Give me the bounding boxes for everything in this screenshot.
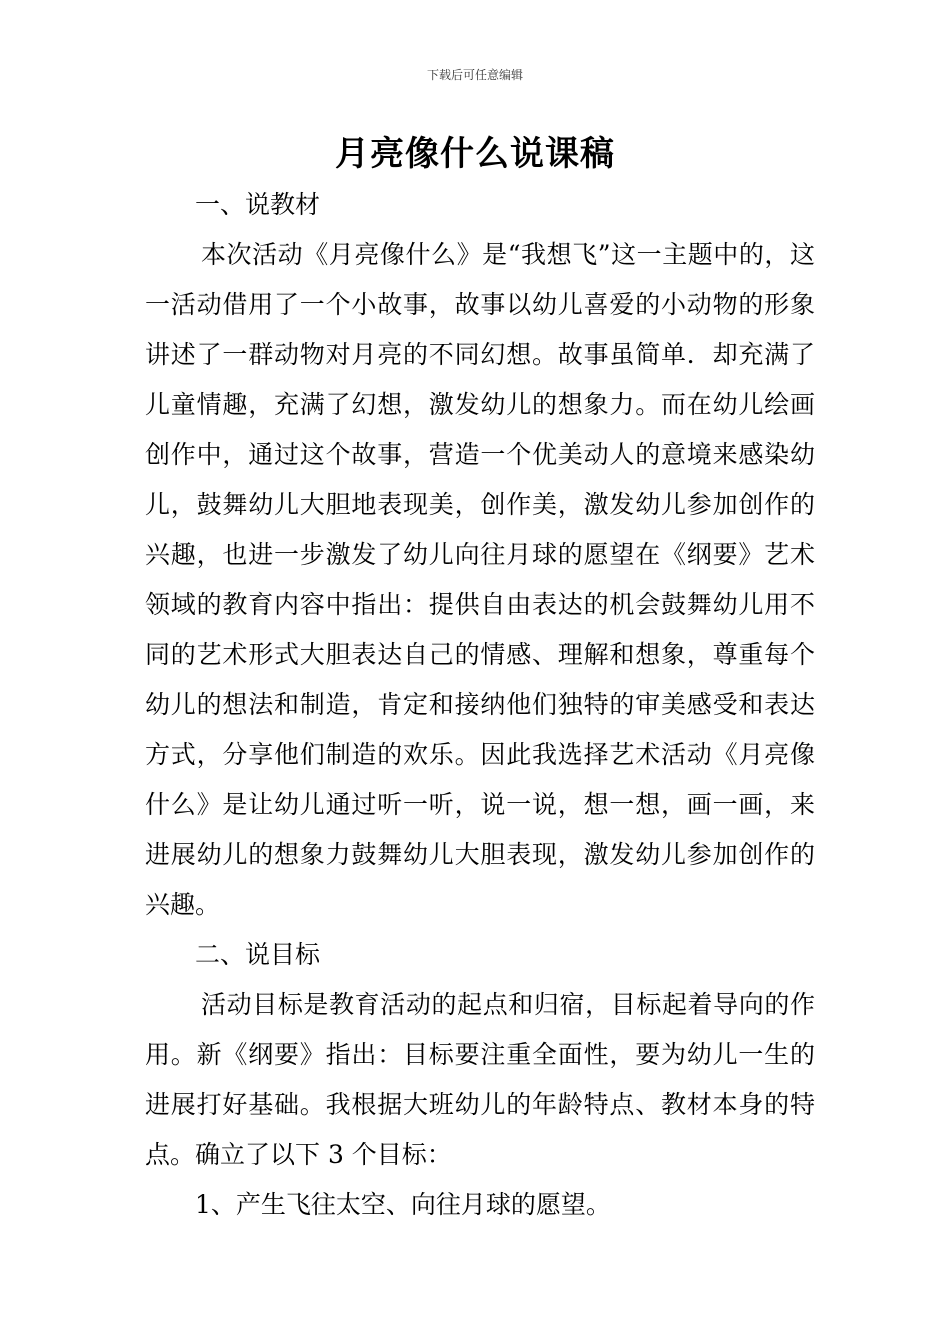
document-title: 月亮像什么说课稿 [335,134,615,174]
section-heading-goals: 二、说目标 [195,940,321,969]
goal-list-item: 1、产生飞往太空、向往月球的愿望。 [195,1190,611,1219]
section-paragraph-textbook: 本次活动《月亮像什么》是“我想飞”这一主题中的，这一活动借用了一个小故事，故事以幼儿喜爱的小动物的形象讲述了一群动物对月亮的不同幻想。故事虽简单．却充满了儿童情趣，充满了幻想，激发幼儿的想象力。而在幼儿绘画创作中，通过这个故事，营造一个优美动人的意境来感染幼儿，鼓舞幼儿大胆地表现美，创作美，激发幼儿参加创作的兴趣，也进一步激发了幼儿向往月球的愿望在《纲要》艺术领域的教育内容中指出：提供自由表达的机会鼓舞幼儿用不同的艺术形式大胆表达自己的情感、理解和想象，尊重每个幼儿的想法和制造，肯定和接纳他们独特的审美感受和表达方式，分享他们制造的欢乐。因此我选择艺术活动《月亮像什么》是让幼儿通过听一听，说一说，想一想，画一画，来进展幼儿的想象力鼓舞幼儿大胆表现，激发幼儿参加创作的兴趣。 [145,240,815,919]
section-paragraph-goals: 活动目标是教育活动的起点和归宿，目标起着导向的作用。新《纲要》指出：目标要注重全面性，要为幼儿一生的进展打好基础。我根据大班幼儿的年龄特点、教材本身的特点。确立了以下 3 个目标： [145,990,815,1169]
section-heading-textbook: 一、说教材 [195,190,321,219]
header-note: 下载后可任意编辑 [426,68,523,82]
document-body [145,180,815,1230]
